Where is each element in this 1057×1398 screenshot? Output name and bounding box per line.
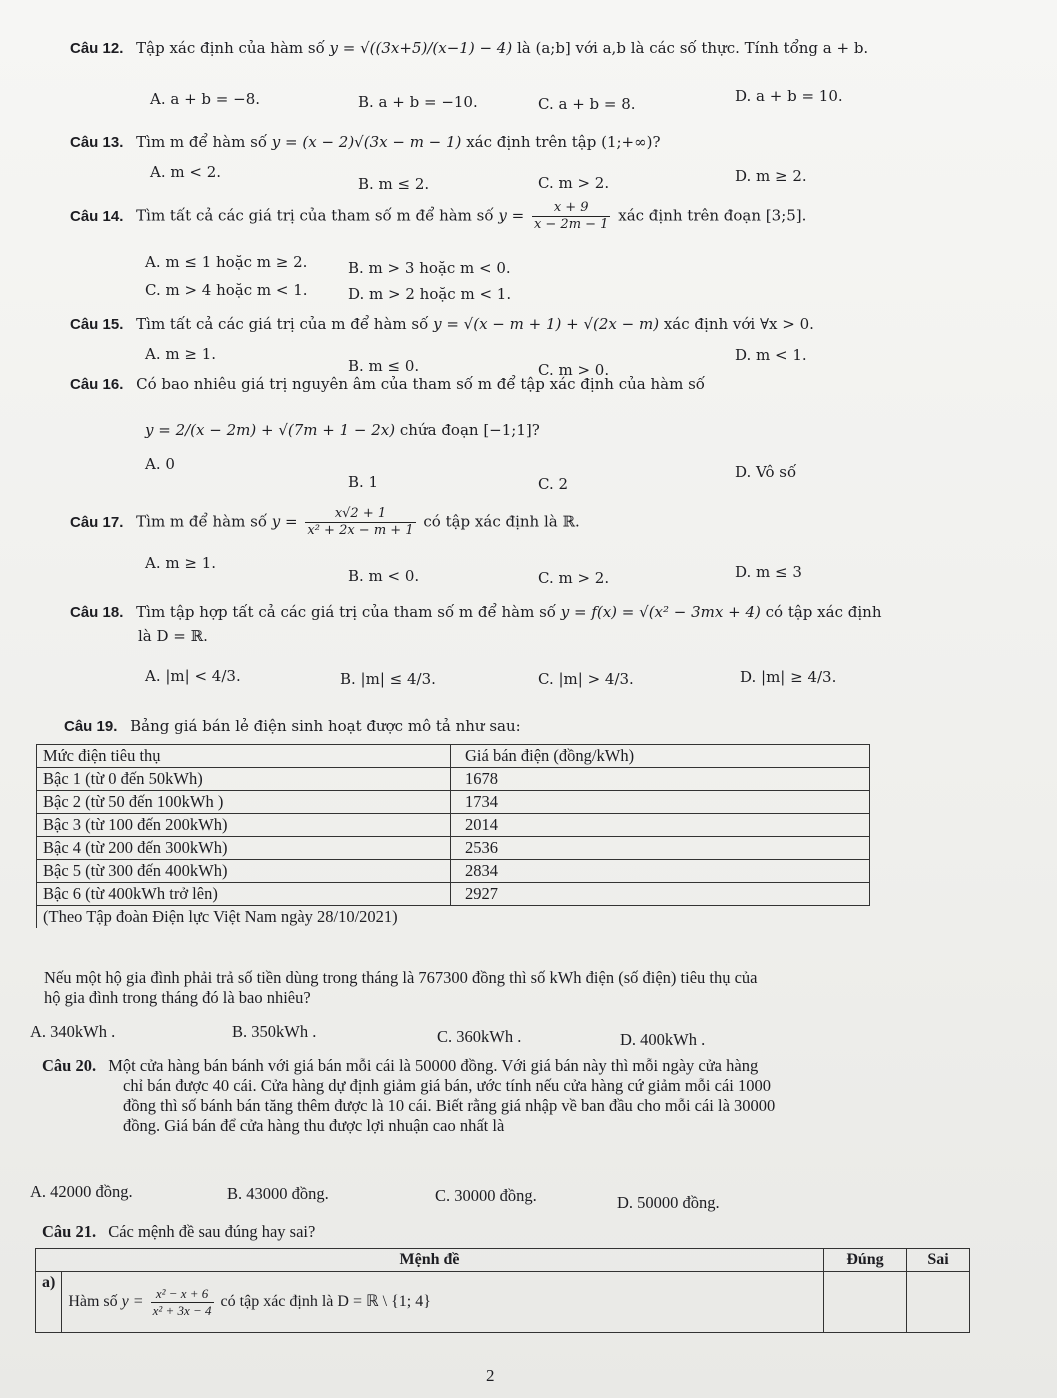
question-number: Câu 14.: [70, 207, 124, 225]
question-text: Tập xác định của hàm số: [136, 39, 325, 57]
table-cell: 2536: [451, 837, 870, 860]
table-source-row: [37, 906, 870, 929]
question-number: Câu 12.: [70, 40, 124, 57]
true-false-table: [35, 1248, 970, 1333]
function-fraction: [151, 1286, 214, 1319]
question-text: hộ gia đình trong tháng đó là bao nhiêu?: [44, 988, 311, 1007]
table-row: [37, 837, 870, 860]
option-c: C. m > 2.: [538, 174, 610, 192]
table-cell: Bậc 1 (từ 0 đến 50kWh): [37, 768, 451, 791]
function-formula: y = √((3x+5)/(x−1) − 4): [329, 39, 513, 57]
question-text: xác định trên tập (1;+∞)?: [466, 133, 661, 151]
table-header-cell: Đúng: [824, 1249, 907, 1272]
question-text: Có bao nhiêu giá trị nguyên âm của tham số m để tập xác định của hàm số: [136, 375, 705, 393]
question-text: chỉ bán được 40 cái. Cửa hàng dự định giảm giá bán, ước tính nếu cửa hàng cứ giảm mỗi cái 1000: [123, 1076, 771, 1095]
question-17: Câu 17. Tìm m để hàm số y = $\frac{x√2 + 1}{\text{x² + 2x − m + 1}}$ có tập xác định là ℝ.: [70, 506, 580, 538]
false-answer-cell[interactable]: [907, 1272, 970, 1333]
question-19-body: [44, 968, 758, 1008]
numerator: x + 9: [532, 200, 611, 217]
function-fraction: [305, 506, 415, 539]
question-text: đồng. Giá bán để cửa hàng thu được lợi nhuận cao nhất là: [123, 1116, 505, 1135]
option-a: A. |m| < 4/3.: [145, 667, 241, 685]
question-number: Câu 13.: [70, 134, 124, 151]
question-number: Câu 19.: [64, 718, 118, 735]
option-d: D. m > 2 hoặc m < 1.: [348, 285, 512, 303]
question-19: [64, 716, 521, 737]
table-cell: 2834: [451, 860, 870, 883]
question-text: Tìm tập hợp tất cả các giá trị của tham số m để hàm số: [136, 603, 556, 621]
question-20: [42, 1056, 1032, 1136]
option-a: A. 42000 đồng.: [30, 1182, 133, 1201]
option-d: D. m ≤ 3: [735, 563, 802, 581]
statement-cell: Hàm số y = $\frac{\text{x² − x + 6}}{\text{x² + 3x − 4}}$ có tập xác định là D = ℝ \ {1; 4}: [62, 1272, 824, 1333]
true-answer-cell[interactable]: [824, 1272, 907, 1333]
option-a: A. a + b = −8.: [150, 90, 261, 108]
question-16-formula-line: [145, 420, 540, 440]
table-row: [36, 1272, 970, 1333]
question-text: Tìm m để hàm số: [136, 512, 267, 531]
question-text: Nếu một hộ gia đình phải trả số tiền dùng trong tháng là 767300 đồng thì số kWh điện (số điện) tiêu thụ của: [44, 968, 758, 987]
function-formula: y = √(x − m + 1) + √(2x − m): [433, 315, 660, 333]
option-b: B. 350kWh .: [232, 1022, 317, 1041]
question-text: Các mệnh đề sau đúng hay sai?: [108, 1222, 316, 1241]
function-fraction: [532, 200, 611, 233]
option-d: D. 50000 đồng.: [617, 1193, 720, 1212]
question-text: Tìm tất cả các giá trị của m để hàm số: [136, 315, 429, 333]
option-c: C. m > 2.: [538, 569, 610, 587]
table-row: [37, 768, 870, 791]
question-18: [70, 602, 881, 623]
question-text: Một cửa hàng bán bánh với giá bán mỗi cái là 50000 đồng. Với giá bán này thì mỗi ngày cửa hàng: [108, 1056, 759, 1075]
option-d: D. m ≥ 2.: [735, 167, 807, 185]
option-c: C. 360kWh .: [437, 1027, 522, 1046]
question-number: Câu 16.: [70, 376, 124, 393]
option-a: A. m ≥ 1.: [145, 554, 217, 572]
question-text: có tập xác định: [765, 603, 882, 621]
option-c: C. m > 4 hoặc m < 1.: [145, 281, 308, 299]
option-a: A. m ≥ 1.: [145, 345, 217, 363]
table-cell: 1734: [451, 791, 870, 814]
table-header-cell: Sai: [907, 1249, 970, 1272]
statement-text: có tập xác định là D = ℝ \ {1; 4}: [220, 1292, 431, 1310]
table-header-cell: Mệnh đề: [36, 1249, 824, 1272]
option-b: B. 1: [348, 473, 379, 491]
question-text: có tập xác định là ℝ.: [423, 512, 580, 531]
option-c: C. |m| > 4/3.: [538, 670, 634, 688]
option-b: B. a + b = −10.: [358, 93, 478, 111]
table-header-row: [36, 1249, 970, 1272]
option-a: A. m ≤ 1 hoặc m ≥ 2.: [145, 253, 308, 271]
question-text: Tìm tất cả các giá trị của tham số m để hàm số: [136, 206, 494, 225]
numerator: x√2 + 1: [305, 506, 415, 523]
function-formula: y = 2/(x − 2m) + √(7m + 1 − 2x): [145, 421, 396, 439]
table-cell: Bậc 6 (từ 400kWh trở lên): [37, 883, 451, 906]
option-a: A. m < 2.: [150, 163, 222, 181]
question-14: Câu 14. Tìm tất cả các giá trị của tham số m để hàm số y = $\frac{x + 9}{x - 2m - 1}$ xác định trên đoạn [3;5].: [70, 200, 807, 232]
question-text: xác định trên đoạn [3;5].: [618, 206, 807, 225]
option-a: A. 0: [145, 455, 175, 473]
table-row: [37, 860, 870, 883]
question-number: Câu 15.: [70, 316, 124, 333]
option-d: D. 400kWh .: [620, 1030, 706, 1049]
question-text: Bảng giá bán lẻ điện sinh hoạt được mô tả như sau:: [130, 717, 521, 735]
electricity-price-table: [36, 744, 870, 928]
table-cell: Bậc 4 (từ 200 đến 300kWh): [37, 837, 451, 860]
question-16: [70, 374, 970, 395]
table-cell: Bậc 3 (từ 100 đến 200kWh): [37, 814, 451, 837]
option-b: B. m ≤ 2.: [358, 175, 430, 193]
question-number: Câu 17.: [70, 513, 124, 531]
numerator: x² − x + 6: [151, 1286, 214, 1303]
table-row: [37, 814, 870, 837]
table-cell: Bậc 2 (từ 50 đến 100kWh ): [37, 791, 451, 814]
option-b: B. 43000 đồng.: [227, 1184, 329, 1203]
option-d: D. |m| ≥ 4/3.: [740, 668, 837, 686]
option-c: C. a + b = 8.: [538, 95, 636, 113]
table-header-cell: Giá bán điện (đồng/kWh): [451, 745, 870, 768]
question-21: [42, 1222, 315, 1242]
question-number: Câu 20.: [42, 1056, 97, 1075]
table-cell: Bậc 5 (từ 300 đến 400kWh): [37, 860, 451, 883]
option-c: C. m > 0.: [538, 361, 610, 379]
option-a: A. 340kWh .: [30, 1022, 116, 1041]
function-formula: y = f(x) = √(x² − 3mx + 4): [560, 603, 761, 621]
option-c: C. 30000 đồng.: [435, 1186, 537, 1205]
table-cell: 2927: [451, 883, 870, 906]
question-number: Câu 21.: [42, 1222, 97, 1241]
question-text: Tìm m để hàm số: [136, 133, 267, 151]
page-number: 2: [486, 1366, 495, 1385]
question-text: đồng thì số bánh bán tăng thêm được là 10 cái. Biết rằng giá nhập về ban đầu cho mỗi cái là 30000: [123, 1096, 776, 1115]
table-header-row: [37, 745, 870, 768]
option-d: D. Vô số: [735, 463, 797, 481]
table-source: (Theo Tập đoàn Điện lực Việt Nam ngày 28/10/2021): [37, 906, 870, 929]
option-d: D. a + b = 10.: [735, 87, 843, 105]
question-12: [70, 38, 868, 59]
table-row: [37, 791, 870, 814]
statement-text: Hàm số: [68, 1292, 118, 1310]
question-text: xác định với ∀x > 0.: [663, 315, 814, 333]
question-13: [70, 132, 661, 153]
denominator: x² + 2x − m + 1: [307, 523, 414, 538]
denominator: x − 2m − 1: [533, 217, 609, 232]
question-number: Câu 18.: [70, 604, 124, 621]
table-header-cell: Mức điện tiêu thụ: [37, 745, 451, 768]
table-row: [37, 883, 870, 906]
table-cell: 2014: [451, 814, 870, 837]
option-b: B. |m| ≤ 4/3.: [340, 670, 436, 688]
option-b: B. m < 0.: [348, 567, 420, 585]
denominator: x² + 3x − 4: [152, 1302, 212, 1318]
option-b: B. m ≤ 0.: [348, 357, 420, 375]
option-d: D. m < 1.: [735, 346, 807, 364]
row-label: a): [36, 1272, 62, 1333]
option-b: B. m > 3 hoặc m < 0.: [348, 259, 511, 277]
question-text: chứa đoạn [−1;1]?: [399, 421, 540, 439]
question-text: là (a;b] với a,b là các số thực. Tính tổng a + b.: [516, 39, 869, 57]
question-18-domain: là D = ℝ.: [138, 627, 208, 645]
question-15: [70, 314, 814, 335]
option-c: C. 2: [538, 475, 569, 493]
table-cell: 1678: [451, 768, 870, 791]
function-formula: y = (x − 2)√(3x − m − 1): [271, 133, 462, 151]
